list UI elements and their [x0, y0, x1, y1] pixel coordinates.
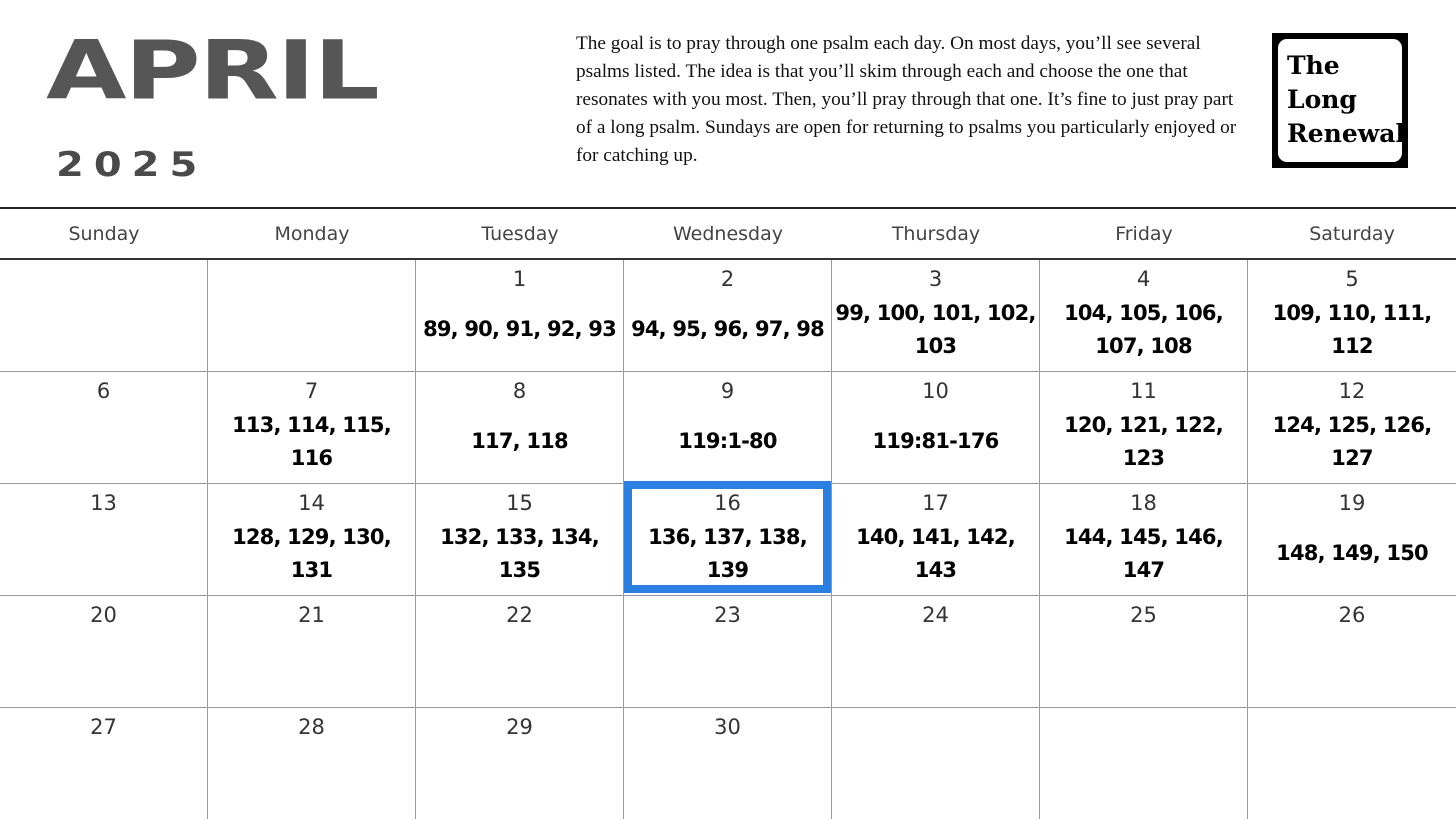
- day-number: 3: [928, 267, 943, 291]
- day-number: 13: [90, 491, 117, 515]
- weekday-tuesday: Tuesday: [481, 223, 559, 245]
- calendar-day-empty: [208, 260, 416, 372]
- calendar-day-30[interactable]: [624, 708, 832, 819]
- day-number: 5: [1345, 267, 1359, 291]
- calendar-day-empty: [1040, 708, 1248, 819]
- calendar-day-19[interactable]: [1248, 484, 1456, 596]
- day-number: 29: [506, 715, 533, 739]
- calendar-day-4[interactable]: [1040, 260, 1248, 372]
- calendar-day-5[interactable]: [1248, 260, 1456, 372]
- day-number: 11: [1130, 379, 1157, 403]
- calendar-grid: [0, 260, 1456, 819]
- day-number: 25: [1130, 603, 1157, 627]
- psalm-list: 113, 114, 115, 116: [232, 412, 391, 470]
- psalm-list: 119:1-80: [678, 429, 777, 453]
- psalm-list: 117, 118: [471, 429, 568, 453]
- day-number: 30: [714, 715, 741, 739]
- calendar-day-15[interactable]: [416, 484, 624, 596]
- calendar-day-16[interactable]: [624, 484, 832, 596]
- psalm-list: 128, 129, 130, 131: [232, 524, 391, 582]
- day-number: 4: [1136, 267, 1151, 291]
- calendar-day-12[interactable]: [1248, 372, 1456, 484]
- psalm-list: 132, 133, 134, 135: [440, 524, 599, 582]
- calendar-day-25[interactable]: [1040, 596, 1248, 708]
- psalm-list: 144, 145, 146, 147: [1064, 524, 1223, 582]
- psalm-list: 99, 100, 101, 102, 103: [835, 300, 1036, 358]
- weekday-monday: Monday: [274, 223, 350, 245]
- psalm-list: 89, 90, 91, 92, 93: [423, 317, 616, 341]
- intro-text: The goal is to pray through one psalm each day. On most days, you’ll see several psalms listed. The idea is that you’ll skim through each and choose the one that resonates with you most. Then, you’ll pray through that one. It’s fine to just pray part of a long psalm. Sundays are open for returning to psalms you particularly enjoyed or for catching up.: [576, 33, 1237, 166]
- long-renewal-logo: [1272, 33, 1408, 168]
- calendar-day-6[interactable]: [0, 372, 208, 484]
- day-number: 28: [298, 715, 325, 739]
- logo-line-2: Long: [1287, 85, 1357, 114]
- calendar-day-24[interactable]: [832, 596, 1040, 708]
- calendar-day-20[interactable]: [0, 596, 208, 708]
- day-number: 17: [922, 491, 949, 515]
- day-number: 15: [506, 491, 533, 515]
- day-number: 19: [1338, 491, 1366, 515]
- calendar-day-empty: [832, 708, 1040, 819]
- day-number: 23: [714, 603, 741, 627]
- calendar-day-10[interactable]: [832, 372, 1040, 484]
- day-number: 1: [512, 267, 527, 291]
- day-number: 22: [506, 603, 533, 627]
- psalm-list: 119:81-176: [872, 429, 999, 453]
- day-number: 20: [90, 603, 117, 627]
- day-number: 9: [720, 379, 735, 403]
- calendar-day-29[interactable]: [416, 708, 624, 819]
- day-number: 21: [298, 603, 325, 627]
- psalm-list: 120, 121, 122, 123: [1064, 412, 1223, 470]
- calendar-day-8[interactable]: [416, 372, 624, 484]
- calendar-day-11[interactable]: [1040, 372, 1248, 484]
- weekday-wednesday: Wednesday: [672, 223, 783, 245]
- calendar-day-empty: [0, 260, 208, 372]
- calendar-day-28[interactable]: [208, 708, 416, 819]
- psalm-list: 136, 137, 138, 139: [648, 524, 807, 582]
- day-number: 8: [512, 379, 527, 403]
- calendar-day-14[interactable]: [208, 484, 416, 596]
- psalm-list: 94, 95, 96, 97, 98: [631, 317, 824, 341]
- weekday-sunday: Sunday: [68, 223, 140, 245]
- calendar-day-22[interactable]: [416, 596, 624, 708]
- calendar-day-23[interactable]: [624, 596, 832, 708]
- calendar-day-7[interactable]: [208, 372, 416, 484]
- day-number: 2: [720, 267, 735, 291]
- day-number: 26: [1338, 603, 1366, 627]
- psalm-list: 140, 141, 142, 143: [856, 524, 1015, 582]
- calendar-day-9[interactable]: [624, 372, 832, 484]
- psalm-list: 104, 105, 106, 107, 108: [1064, 300, 1223, 358]
- logo-line-3: Renewal: [1287, 119, 1405, 148]
- calendar-day-1[interactable]: [416, 260, 624, 372]
- calendar-day-26[interactable]: [1248, 596, 1456, 708]
- day-number: 10: [922, 379, 949, 403]
- calendar-day-27[interactable]: [0, 708, 208, 819]
- weekday-saturday: Saturday: [1309, 223, 1395, 245]
- weekday-friday: Friday: [1115, 223, 1173, 245]
- calendar-day-17[interactable]: [832, 484, 1040, 596]
- day-number: 7: [304, 379, 319, 403]
- psalm-list: 109, 110, 111, 112: [1272, 300, 1432, 358]
- day-number: 16: [714, 491, 741, 515]
- psalm-list: 124, 125, 126, 127: [1272, 412, 1432, 470]
- day-number: 18: [1130, 491, 1157, 515]
- day-number: 27: [90, 715, 117, 739]
- calendar-day-empty: [1248, 708, 1456, 819]
- weekday-thursday: Thursday: [891, 223, 981, 245]
- calendar-day-2[interactable]: [624, 260, 832, 372]
- calendar-day-13[interactable]: [0, 484, 208, 596]
- calendar-day-3[interactable]: [832, 260, 1040, 372]
- psalm-list: 148, 149, 150: [1276, 541, 1428, 565]
- logo-line-1: The: [1287, 51, 1340, 80]
- calendar-day-21[interactable]: [208, 596, 416, 708]
- day-number: 24: [922, 603, 949, 627]
- day-number: 14: [298, 491, 325, 515]
- day-number: 6: [96, 379, 111, 403]
- weekday-header-row: [0, 209, 1456, 259]
- calendar-day-18[interactable]: [1040, 484, 1248, 596]
- month-title: APRIL: [46, 22, 378, 119]
- day-number: 12: [1338, 379, 1366, 403]
- year-title: 2025: [56, 145, 208, 185]
